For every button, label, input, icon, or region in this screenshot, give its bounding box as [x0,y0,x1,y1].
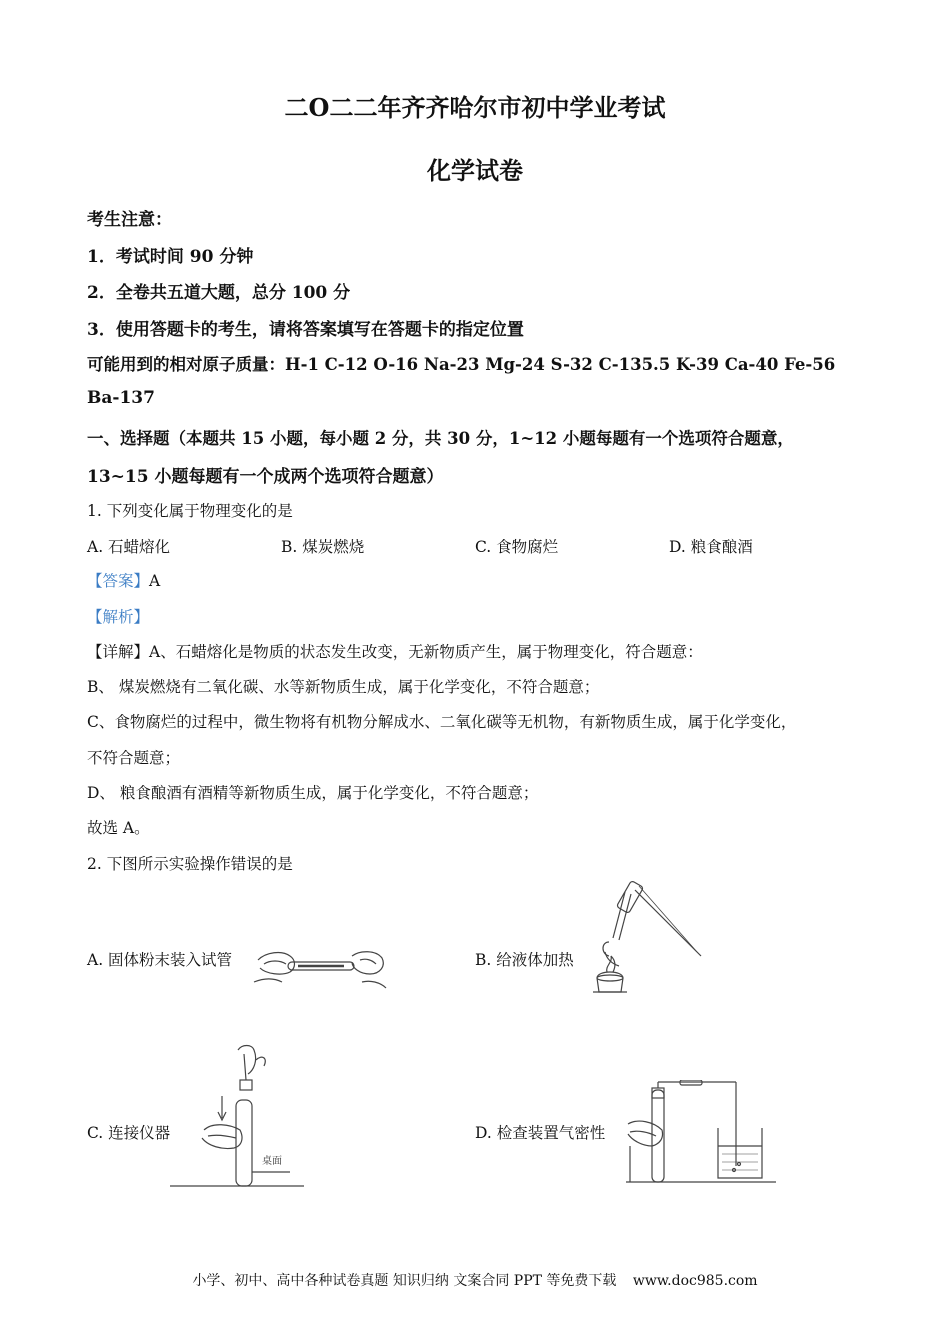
figure-airtightness-check [622,1080,780,1184]
notice-item-2: 2．全卷共五道大题，总分 100 分 [87,283,351,303]
q2-option-d: D. 检查装置气密性 [475,1124,606,1142]
q1-option-b: B. 煤炭燃烧 [281,538,365,556]
notice-item-3: 3．使用答题卡的考生，请将答案填写在答题卡的指定位置 [87,320,524,340]
q1-detail-b: B、 煤炭燃烧有二氧化碳、水等新物质生成，属于化学变化，不符合题意； [87,678,600,696]
q2-option-b: B. 给液体加热 [475,951,574,969]
atomic-mass-line-2: Ba-137 [87,388,155,408]
atomic-mass-line-1: 可能用到的相对原子质量：H-1 C-12 O-16 Na-23 Mg-24 S-32 C-135.5 K-39 Ca-40 Fe-56 [87,355,836,374]
detail-a: A、石蜡熔化是物质的状态发生改变，无新物质产生，属于物理变化，符合题意： [149,643,703,661]
analysis-tag: 【解析】 [87,608,150,626]
figure-connecting-apparatus [168,1040,306,1188]
section-heading-line-1: 一、选择题（本题共 15 小题，每小题 2 分，共 30 分，1~12 小题每题有一个选项符合题意， [87,429,794,448]
exam-title: 二O二二年齐齐哈尔市初中学业考试 [284,93,666,122]
q2-stem: 2. 下图所示实验操作错误的是 [87,855,293,873]
q1-conclusion: 故选 A。 [87,819,150,837]
figure-heating-liquid [583,880,705,1002]
q2-option-a: A. 固体粉末装入试管 [87,951,233,969]
footer-url: www.doc985.com [632,1273,758,1289]
q1-option-d: D. 粮食酿酒 [669,538,753,556]
notice-heading: 考生注意： [87,210,172,230]
q1-detail-c-line-1: C、食物腐烂的过程中，微生物将有机物分解成水、二氧化碳等无机物，有新物质生成，属于化学变化， [87,713,797,731]
answer-tag: 【答案】 [87,572,150,590]
detail-tag: 【详解】 [87,643,150,661]
q1-option-c: C. 食物腐烂 [475,538,559,556]
section-heading-line-2: 13~15 小题每题有一个成两个选项符合题意） [87,467,444,487]
q1-detail-a-line [87,640,703,662]
exam-subtitle: 化学试卷 [427,156,523,185]
q1-stem: 1. 下列变化属于物理变化的是 [87,502,293,520]
q2-option-c: C. 连接仪器 [87,1124,171,1142]
answer-value: A [149,572,161,590]
q1-option-a: A. 石蜡熔化 [87,538,171,556]
q1-detail-c-line-2: 不符合题意； [87,749,181,767]
figure-powder-into-tube [252,938,390,1000]
desk-label: 桌面 [262,1156,282,1167]
notice-item-1: 1．考试时间 90 分钟 [87,247,254,267]
footer-text: 小学、初中、高中各种试卷真题 知识归纳 文案合同 PPT 等免费下载 [192,1273,617,1289]
page-footer [0,1270,950,1290]
q1-detail-d: D、 粮食酿酒有酒精等新物质生成，属于化学变化，不符合题意； [87,784,539,802]
q1-answer-line [87,569,160,591]
